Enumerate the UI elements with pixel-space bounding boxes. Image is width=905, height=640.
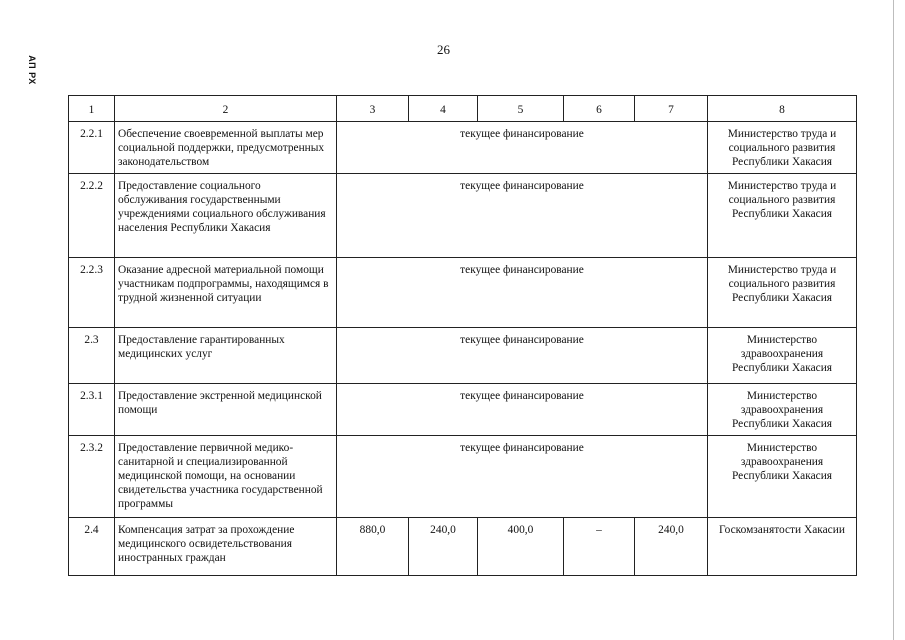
table-header-row [69, 96, 857, 122]
row-number: 2.3 [69, 328, 115, 384]
responsible-body: Министерство здравоохранения Республики Хакасия [708, 328, 857, 384]
activity-name: Предоставление гарантированных медицинских услуг [115, 328, 337, 384]
responsible-body: Госкомзанятости Хакасии [708, 518, 857, 576]
table-row [69, 328, 857, 384]
financing-note: текущее финансирование [337, 328, 708, 384]
amount-cell: 240,0 [635, 518, 708, 576]
activity-name: Предоставление экстренной медицинской помощи [115, 384, 337, 436]
program-activities-table [68, 95, 857, 576]
table-row [69, 174, 857, 258]
activity-name: Предоставление первичной медико-санитарной и специализированной медицинской помощи, на основании свидетельства участника государственной программы [115, 436, 337, 518]
table-row [69, 436, 857, 518]
financing-note: текущее финансирование [337, 122, 708, 174]
financing-note: текущее финансирование [337, 384, 708, 436]
activity-name: Обеспечение своевременной выплаты мер социальной поддержки, предусмотренных законодательством [115, 122, 337, 174]
responsible-body: Министерство здравоохранения Республики Хакасия [708, 384, 857, 436]
column-header: 7 [635, 96, 708, 122]
row-number: 2.2.1 [69, 122, 115, 174]
table-row [69, 122, 857, 174]
table-row [69, 518, 857, 576]
amount-cell: – [564, 518, 635, 576]
amount-cell: 240,0 [409, 518, 478, 576]
row-number: 2.4 [69, 518, 115, 576]
financing-note: текущее финансирование [337, 436, 708, 518]
archive-stamp [23, 50, 41, 90]
financing-note: текущее финансирование [337, 174, 708, 258]
column-header: 3 [337, 96, 409, 122]
table-row [69, 258, 857, 328]
amount-cell: 400,0 [478, 518, 564, 576]
page-edge-line [893, 0, 900, 640]
column-header: 8 [708, 96, 857, 122]
activity-name: Компенсация затрат за прохождение медицинского освидетельствования иностранных граждан [115, 518, 337, 576]
archive-stamp-label: АП РХ [27, 55, 38, 85]
amount-cell: 880,0 [337, 518, 409, 576]
column-header: 1 [69, 96, 115, 122]
row-number: 2.2.3 [69, 258, 115, 328]
row-number: 2.3.1 [69, 384, 115, 436]
responsible-body: Министерство труда и социального развития Республики Хакасия [708, 122, 857, 174]
row-number: 2.3.2 [69, 436, 115, 518]
row-number: 2.2.2 [69, 174, 115, 258]
financing-note: текущее финансирование [337, 258, 708, 328]
column-header: 5 [478, 96, 564, 122]
table-row [69, 384, 857, 436]
column-header: 4 [409, 96, 478, 122]
activity-name: Предоставление социального обслуживания государственными учреждениями социального обслуживания населения Республики Хакасия [115, 174, 337, 258]
column-header: 2 [115, 96, 337, 122]
activity-name: Оказание адресной материальной помощи участникам подпрограммы, находящимся в трудной жизненной ситуации [115, 258, 337, 328]
column-header: 6 [564, 96, 635, 122]
page-number: 26 [437, 42, 450, 57]
responsible-body: Министерство здравоохранения Республики Хакасия [708, 436, 857, 518]
responsible-body: Министерство труда и социального развития Республики Хакасия [708, 258, 857, 328]
responsible-body: Министерство труда и социального развития Республики Хакасия [708, 174, 857, 258]
